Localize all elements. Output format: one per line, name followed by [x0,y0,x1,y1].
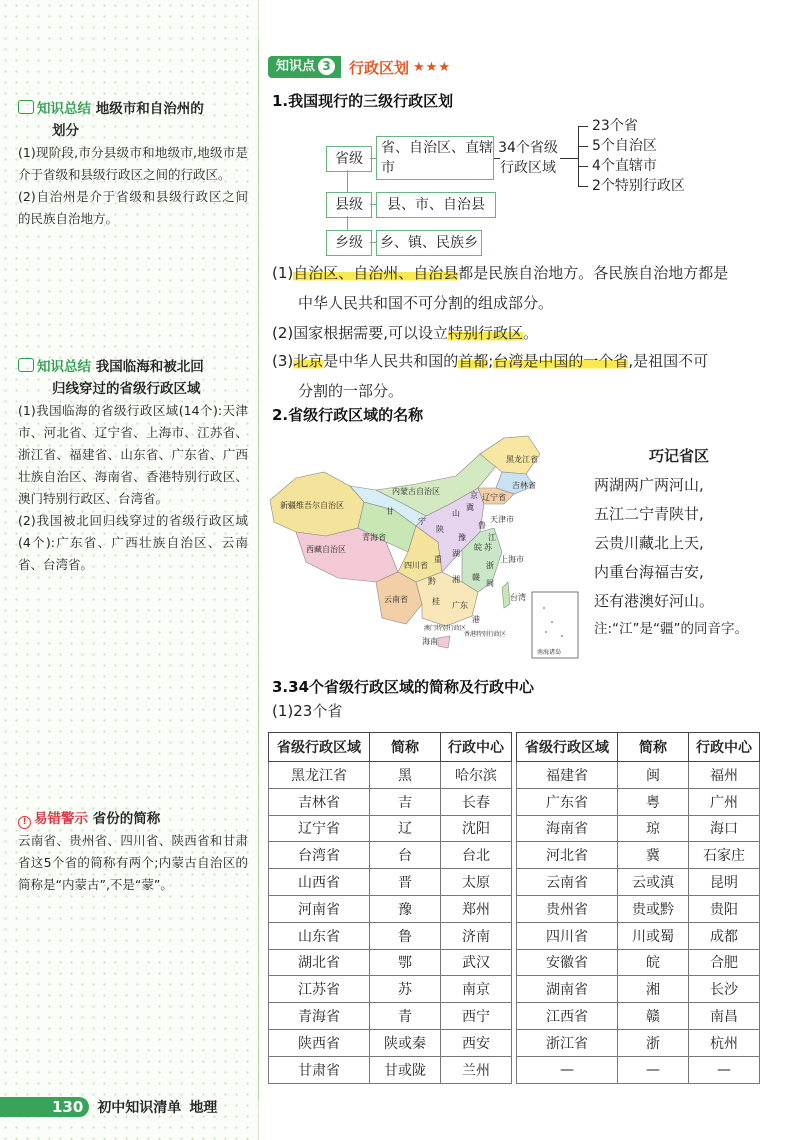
para-cont: 中华人民共和国不可分割的组成部分。 [298,294,554,312]
heading-text: 省份的简称 [92,811,161,827]
map-label: 浙 [486,561,494,570]
map-label: 湖 [452,549,460,558]
heading-text: 我国临海和被北回 [95,359,204,375]
sidebar-paragraph: (1)现阶段,市分县级市和地级市,地级市是介于省级和县级行政区之间的行政区。 [18,145,248,182]
map-label: 甘 [386,507,394,516]
mid-label [498,138,558,178]
table-cell: 豫 [370,895,441,922]
mnemonic-poem [594,442,764,643]
sidebar-box-prefecture [18,98,248,230]
para-num: (2) [272,324,294,342]
para-text: 国家根据需要,可以设立 [293,324,449,342]
map-label: 江 [488,533,496,542]
map-label: 新疆维吾尔自治区 [280,501,344,510]
table-cell: 黑龙江省 [269,762,370,789]
page-number: 130 [0,1097,89,1117]
map-label: 辽宁省 [482,493,506,502]
highlight: 北京 [293,352,324,370]
kp-title-text: 行政区划 [349,58,410,77]
highlight: 台湾是中国的一个省 [493,352,629,370]
map-label: 黔 [428,577,436,586]
table-cell: 江苏省 [269,976,370,1003]
level-box-township: 乡级 [326,230,372,256]
map-label: 天津市 [490,515,514,524]
para-text: ; [488,352,494,370]
map-label: 香港特别行政区 [464,631,507,638]
map-label: 赣 [472,573,480,582]
table-cell: 南昌 [689,1003,760,1030]
knowledge-point-title [268,56,451,78]
table-cell: 辽宁省 [269,815,370,842]
table-cell: 云或滇 [618,869,689,896]
bracket-item: 2个特别行政区 [592,178,685,194]
sidebar-box-coastal [18,356,248,576]
bracket [560,158,578,159]
table-row [269,922,760,949]
bracket [578,186,588,187]
para-num: (1) [272,264,294,282]
poem-line: 云贵川藏北上天, [594,534,704,552]
warning-icon: ! [18,816,31,829]
table-row [269,949,760,976]
kp-badge-text: 知识点 [276,59,316,74]
table-cell: 鲁 [370,922,441,949]
level-desc-county: 县、市、自治县 [376,192,496,218]
table-cell: — [618,1056,689,1083]
highlight: 特别行政区 [448,324,524,342]
table-cell: 石家庄 [689,842,760,869]
table-cell: 福州 [689,762,760,789]
admin-level-diagram [322,112,702,262]
bracket-item: 4个直辖市 [592,158,657,174]
sidebar-paragraph: (1)我国临海的省级行政区域(14个):天津市、河北省、辽宁省、上海市、江苏省、浙江省、福建省、山东省、广东省、广西壮族自治区、海南省、香港特别行政区、澳门特别行政区、台湾省。 [18,403,248,506]
kp-badge [268,56,341,78]
table-cell: 太原 [441,869,512,896]
table-cell: 甘或陇 [370,1056,441,1083]
table-row [269,895,760,922]
level-desc-province: 省、自治区、直辖市 [376,136,494,180]
table-cell: 吉 [370,788,441,815]
table-cell: 黑 [370,762,441,789]
bracket [578,166,588,167]
table-cell: 合肥 [689,949,760,976]
heading-cont: 划分 [52,123,79,139]
table-row [269,788,760,815]
map-label: 广东 [452,601,468,610]
sidebar-box-heading [18,808,248,830]
table-cell: 贵阳 [689,895,760,922]
province-table [268,732,760,1084]
table-cell: 台 [370,842,441,869]
poem-note: 注:“江”是“疆”的同音字。 [594,621,749,637]
map-label: 澳门特别行政区 [424,625,467,632]
table-cell: 晋 [370,869,441,896]
map-label: 宁 [418,517,426,526]
table-cell: 青海省 [269,1003,370,1030]
table-cell: 湖南省 [517,976,618,1003]
para-text: ,是祖国不可 [628,352,709,370]
connector [347,170,348,192]
map-label: 台湾 [510,593,526,602]
table-row [269,815,760,842]
table-cell: 青 [370,1003,441,1030]
book-title: 初中知识清单 [97,1100,182,1116]
map-label: 青海省 [362,533,386,542]
connector [347,216,348,230]
map-label: 云南省 [384,595,408,604]
page-footer [0,1096,217,1118]
level-desc-township: 乡、镇、民族乡 [376,230,482,256]
table-cell: 长春 [441,788,512,815]
table-header-row [269,733,760,762]
table-cell: 吉林省 [269,788,370,815]
map-label: 重 [434,555,442,564]
table-row [269,1029,760,1056]
star-rating: ★★★ [413,59,451,75]
col-header: 省级行政区域 [269,733,370,762]
para-num: (3) [272,352,294,370]
south-china-sea-inset [532,592,578,658]
para-text: 。 [523,324,539,342]
table-cell: 南京 [441,976,512,1003]
bracket-item: 23个省 [592,118,638,134]
table-cell: 湖北省 [269,949,370,976]
map-label: 上海市 [500,555,524,564]
map-label: 桂 [432,597,440,606]
table-cell: 安徽省 [517,949,618,976]
map-label: 黑龙江省 [506,455,538,464]
table-cell: 台北 [441,842,512,869]
table-row [269,1003,760,1030]
level-box-province: 省级 [326,146,372,172]
table-cell: 粤 [618,788,689,815]
sidebar-paragraph: (2)自治州是介于省级和县级行政区之间的民族自治地方。 [18,189,248,226]
mid-label-line1: 34个省级 [498,140,558,156]
book-icon [18,100,34,114]
col-header: 省级行政区域 [517,733,618,762]
table-row [269,869,760,896]
table-row [269,1056,760,1083]
map-label: 四川省 [404,561,428,570]
table-cell: 贵或黔 [618,895,689,922]
poem-line: 五江二宁青陕甘, [594,505,704,523]
china-map [266,432,582,662]
table-row [269,976,760,1003]
table-cell: 海南省 [517,815,618,842]
table-cell: 哈尔滨 [441,762,512,789]
level-box-county: 县级 [326,192,372,218]
kp-number: 3 [318,58,335,75]
table-cell: 四川省 [517,922,618,949]
table-cell: 昆明 [689,869,760,896]
col-header: 简称 [370,733,441,762]
sidebar-box-heading [18,98,248,120]
table-cell: 辽 [370,815,441,842]
poem-line: 内重台海福吉安, [594,563,704,581]
sidebar-box-warning [18,808,248,896]
col-header: 行政中心 [689,733,760,762]
table-cell: 山西省 [269,869,370,896]
highlight: 自治区、自治州、自治县 [293,264,459,282]
table-cell: 台湾省 [269,842,370,869]
table-cell: 贵州省 [517,895,618,922]
table-cell: 江西省 [517,1003,618,1030]
table-cell: 闽 [618,762,689,789]
subheading-23-provinces: (1)23个省 [272,702,343,720]
paragraph-1 [272,258,772,318]
region-taiwan [502,582,510,608]
table-cell: 冀 [618,842,689,869]
map-label: 苏 [484,543,492,552]
table-cell: 苏 [370,976,441,1003]
table-row [269,842,760,869]
map-label: 皖 [474,543,482,552]
para-text: 都是民族自治地方。各民族自治地方都是 [458,264,729,282]
sidebar-box-heading [18,356,248,378]
table-cell: 皖 [618,949,689,976]
highlight: 首都 [458,352,489,370]
bracket [578,126,588,127]
table-cell: 郑州 [441,895,512,922]
table-cell: 琼 [618,815,689,842]
map-label: 陕 [436,525,444,534]
table-cell: 浙江省 [517,1029,618,1056]
bracket-items [592,116,685,196]
table-cell: 武汉 [441,949,512,976]
map-label: 吉林省 [512,481,536,490]
table-cell: — [689,1056,760,1083]
col-header: 行政中心 [441,733,512,762]
section-heading-1: 1.我国现行的三级行政区划 [272,92,454,110]
subject: 地理 [189,1100,218,1116]
para-cont: 分割的一部分。 [298,382,404,400]
section-heading-2: 2.省级行政区域的名称 [272,406,424,424]
book-icon [18,358,34,372]
map-label: 西藏自治区 [306,545,346,554]
table-cell: 济南 [441,922,512,949]
table-cell: 浙 [618,1029,689,1056]
poem-line: 两湖两广两河山, [594,476,704,494]
map-label: 湘 [452,575,460,584]
table-cell: 广东省 [517,788,618,815]
table-cell: 湘 [618,976,689,1003]
map-label: 港 [472,615,480,624]
region-hainan [438,636,450,648]
table-cell: 福建省 [517,762,618,789]
map-label: 南海诸岛 [537,649,562,656]
tag-summary: 知识总结 [37,101,91,117]
tag-summary: 知识总结 [37,359,91,375]
section-heading-3: 3.34个省级行政区域的简称及行政中心 [272,678,535,696]
table-cell: 广州 [689,788,760,815]
mid-label-line2: 行政区域 [500,160,556,176]
table-cell: 杭州 [689,1029,760,1056]
table-cell: 西宁 [441,1003,512,1030]
col-header: 简称 [618,733,689,762]
table-cell: 甘肃省 [269,1056,370,1083]
map-label: 山 [452,509,460,518]
bracket-item: 5个自治区 [592,138,657,154]
heading-cont: 归线穿过的省级行政区域 [52,381,201,397]
table-cell: 兰州 [441,1056,512,1083]
table-cell: 云南省 [517,869,618,896]
poem-line: 还有港澳好河山。 [594,592,715,610]
column-divider [258,40,259,1100]
table-cell: 山东省 [269,922,370,949]
table-cell: — [517,1056,618,1083]
map-label: 闽 [486,579,494,588]
bracket [578,126,579,186]
table-row [269,762,760,789]
bracket [578,146,588,147]
table-cell: 河南省 [269,895,370,922]
table-cell: 沈阳 [441,815,512,842]
tag-warning: 易错警示 [34,811,88,827]
table-cell: 成都 [689,922,760,949]
table-cell: 西安 [441,1029,512,1056]
table-cell: 长沙 [689,976,760,1003]
para-text: 是中华人民共和国的 [323,352,459,370]
table-cell: 赣 [618,1003,689,1030]
table-cell: 陕西省 [269,1029,370,1056]
poem-title: 巧记省区 [648,447,709,465]
table-cell: 河北省 [517,842,618,869]
sidebar-paragraph: (2)我国被北回归线穿过的省级行政区域(4个):广东省、广西壮族自治区、云南省、台湾省。 [18,513,248,572]
map-label: 豫 [458,533,466,542]
table-cell: 川或蜀 [618,922,689,949]
heading-text: 地级市和自治州的 [95,101,204,117]
table-cell: 鄂 [370,949,441,976]
map-label: 海南 [422,637,438,646]
paragraph-2 [272,318,772,348]
paragraph-3 [272,346,772,406]
map-label: 鲁 [478,521,486,530]
table-cell: 海口 [689,815,760,842]
map-label: 冀 [466,503,474,512]
map-label: 京 [470,491,478,500]
map-label: 内蒙古自治区 [392,487,440,496]
table-cell: 陕或秦 [370,1029,441,1056]
sidebar-paragraph: 云南省、贵州省、四川省、陕西省和甘肃省这5个省的简称有两个;内蒙古自治区的简称是“内蒙古”,不是“蒙”。 [18,833,248,892]
